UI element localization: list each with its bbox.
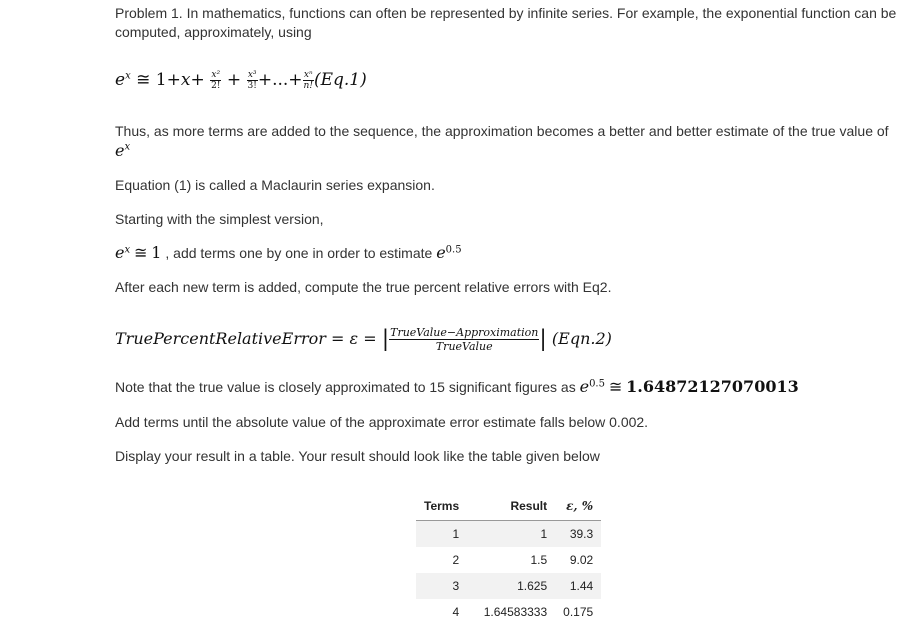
after-text: After each new term is added, compute the true percent relative errors with Eq2. — [115, 279, 612, 295]
eq1-lhs: e — [115, 70, 126, 90]
estimate-target-base: e — [436, 243, 446, 262]
eq1-term3 — [247, 70, 258, 91]
cell-terms: 2 — [452, 553, 460, 567]
eq1-termn-num: xⁿ — [303, 70, 313, 80]
estimate-exp: x — [124, 244, 131, 256]
eq2-denominator: TrueValue — [435, 340, 493, 353]
cell-error: 39.3 — [569, 527, 594, 541]
eq2-abs-left: | — [381, 326, 390, 352]
eq1-term3-den: 3! — [247, 81, 257, 91]
eq2-equals: = — [363, 329, 377, 348]
cell-terms: 4 — [452, 605, 460, 619]
header-terms: Terms — [424, 499, 460, 513]
cell-result: 1.5 — [530, 553, 548, 567]
note-line — [115, 377, 799, 397]
note-approx: ≅ — [608, 377, 623, 396]
note-base: e — [579, 377, 590, 396]
note-text: Note that the true value is closely approximated to 15 significant figures as — [115, 379, 576, 395]
equation-1 — [115, 70, 367, 91]
eq1-one: 1 — [155, 70, 167, 90]
note-exp: 0.5 — [589, 378, 605, 390]
eq1-plus: + — [190, 70, 205, 90]
cell-result: 1.625 — [517, 579, 548, 593]
thus-line1: Thus, as more terms are added to the sequence, the approximation becomes a better and better estimate of the true value of — [115, 123, 889, 139]
cell-terms: 1 — [452, 527, 460, 541]
eq1-plus: + — [166, 70, 181, 90]
add-terms-text: Add terms until the absolute value of the approximate error estimate falls below 0.002. — [115, 414, 649, 430]
eq2-label: (Eqn.2) — [551, 329, 612, 348]
eq2-equals: = — [331, 329, 345, 348]
eq1-term2-den: 2! — [211, 81, 221, 91]
eq2-epsilon: ε — [349, 329, 359, 348]
eq2-numerator: TrueValue−Approximation — [390, 326, 539, 339]
header-result: Result — [510, 499, 548, 513]
estimate-line — [115, 243, 462, 263]
estimate-one: 1 — [151, 243, 162, 262]
table-row — [416, 521, 601, 548]
header-error: ε, % — [566, 499, 594, 513]
eq1-term2-num: x² — [211, 70, 221, 80]
display-text: Display your result in a table. Your result should look like the table given below — [115, 448, 600, 464]
equation-2 — [115, 326, 612, 353]
eq1-term3-num: x³ — [247, 70, 257, 80]
table-row — [416, 599, 601, 625]
thus-ex-exp: x — [124, 141, 131, 153]
eq1-lhs-exp: x — [125, 70, 131, 82]
eq1-plus: + — [226, 70, 242, 90]
thus-ex-base: e — [115, 141, 125, 160]
eq1-termn-den: n! — [303, 81, 313, 91]
cell-error: 1.44 — [569, 579, 594, 593]
table-row — [416, 573, 601, 599]
cell-error: 0.175 — [563, 605, 594, 619]
estimate-text: , add terms one by one in order to estimate — [165, 245, 433, 261]
eq1-dots: +...+ — [257, 70, 303, 90]
thus-line2 — [115, 141, 130, 161]
cell-error: 9.02 — [569, 553, 594, 567]
eq1-x: x — [180, 70, 191, 90]
eq1-term2 — [210, 70, 221, 91]
cell-result: 1.64583333 — [483, 605, 548, 619]
eq2-lhs: TruePercentRelativeError — [115, 329, 326, 348]
results-table — [416, 492, 601, 625]
table-row — [416, 547, 601, 573]
table-header-row — [416, 492, 601, 521]
problem-intro-line1: Problem 1. In mathematics, functions can often be represented by infinite series. For example, the exponential function can be — [115, 5, 897, 21]
maclaurin-text: Equation (1) is called a Maclaurin series expansion. — [115, 177, 435, 193]
eq2-abs-right: | — [539, 326, 547, 352]
cell-result: 1 — [540, 527, 548, 541]
note-value: 1.64872127070013 — [626, 377, 799, 396]
eq1-termn — [303, 70, 314, 91]
cell-terms: 3 — [452, 579, 460, 593]
problem-intro-line2: computed, approximately, using — [115, 24, 312, 40]
estimate-approx: ≅ — [134, 243, 148, 262]
eq1-label: (Eq.1) — [313, 70, 367, 90]
starting-text: Starting with the simplest version, — [115, 211, 324, 227]
estimate-base: e — [115, 243, 125, 262]
estimate-target-exp: 0.5 — [445, 244, 462, 256]
eq2-fraction — [389, 326, 539, 353]
eq1-approx: ≅ — [136, 70, 151, 90]
